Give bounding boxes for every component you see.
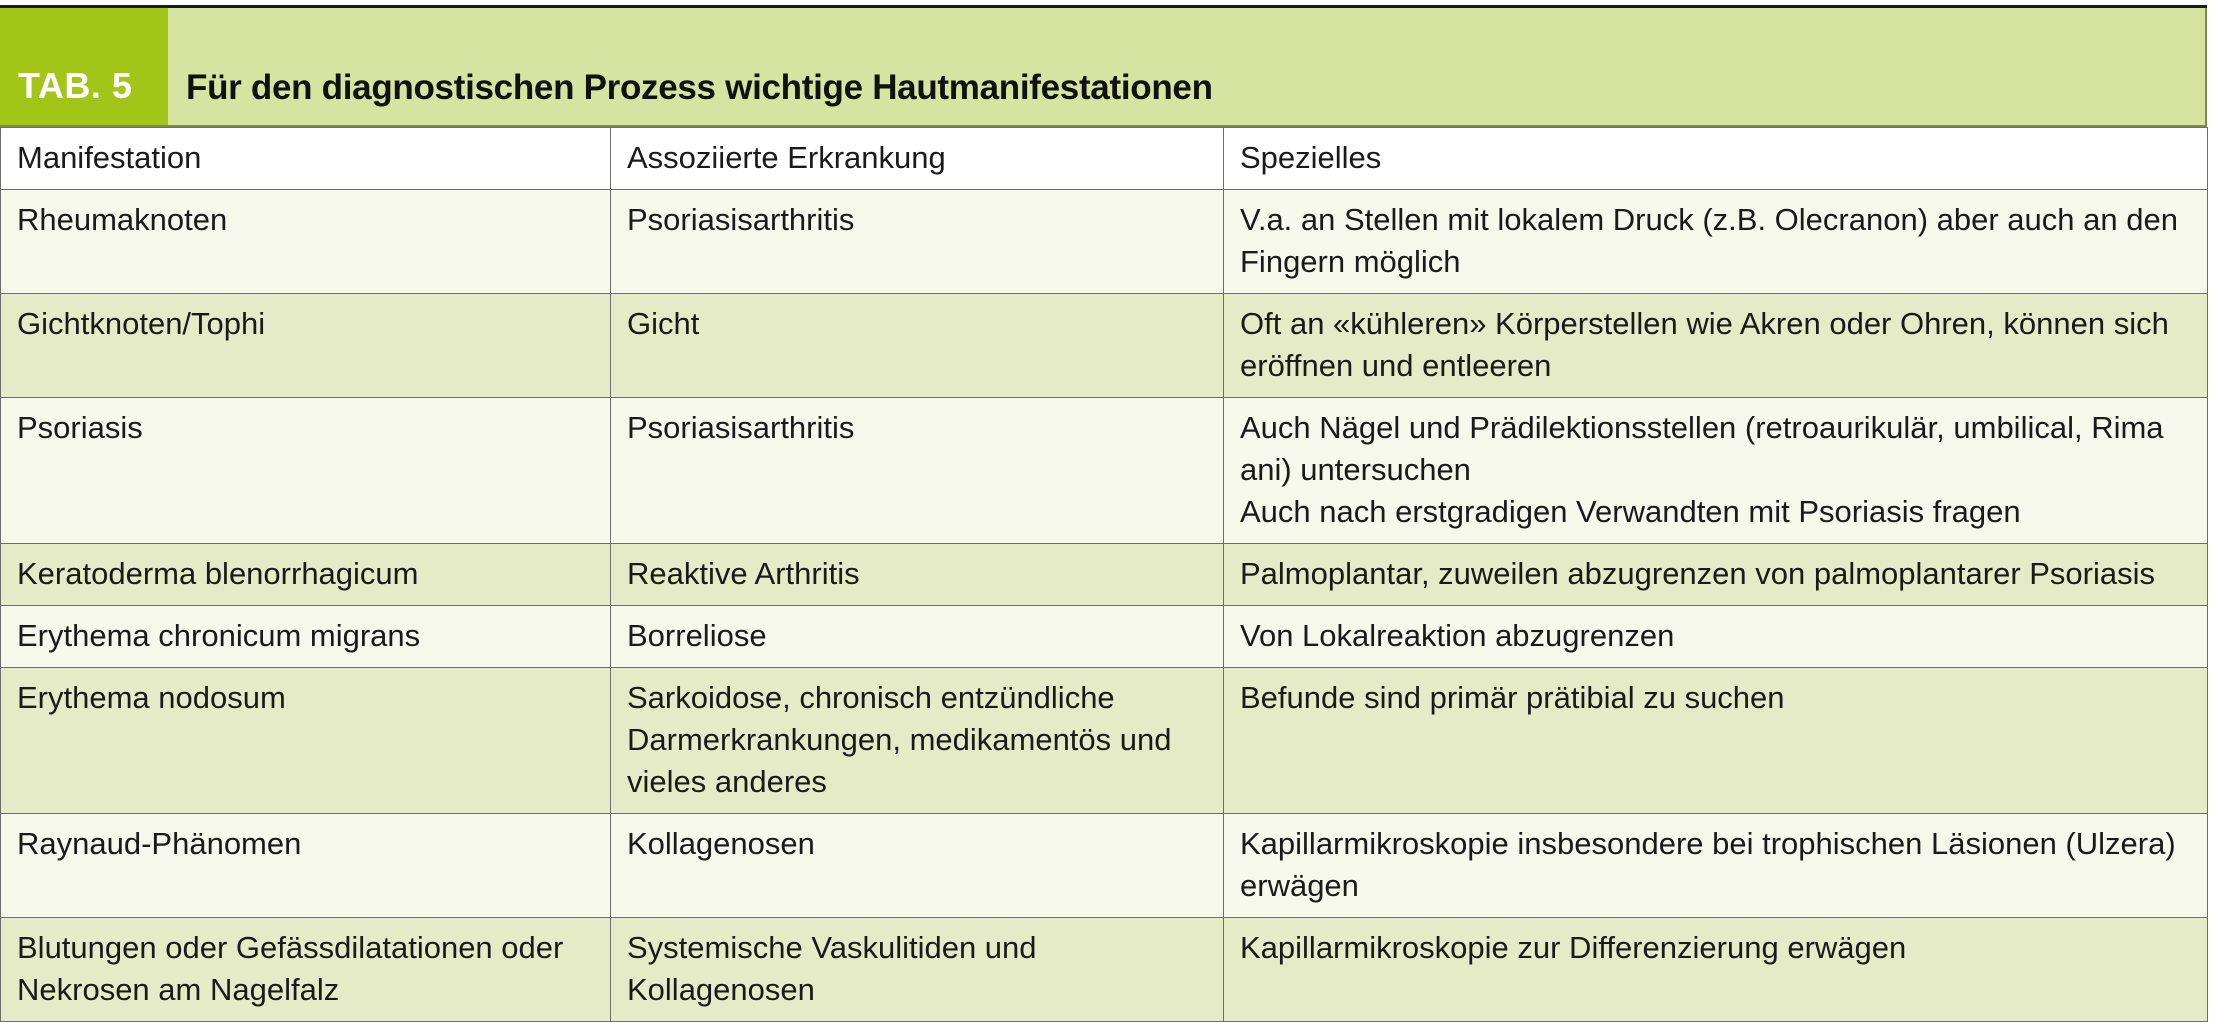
column-header-manifestation: Manifestation (1, 128, 611, 190)
cell-special (1224, 668, 2208, 814)
table-title-bar (0, 8, 2207, 127)
cell-manifestation: Blutungen oder Gefässdilatationen oder Nekrosen am Nagelfalz (1, 918, 611, 1022)
cell-disease: Reaktive Arthritis (611, 544, 1224, 606)
table-row (1, 190, 2208, 294)
cell-manifestation: Erythema chronicum migrans (1, 606, 611, 668)
special-line: Auch Nägel und Prädilektionsstellen (retroaurikulär, umbilical, Rima ani) untersuchen (1240, 410, 2164, 487)
cell-special (1224, 606, 2208, 668)
special-line: V.a. an Stellen mit lokalem Druck (z.B. Olecranon) aber auch an den Fingern möglich (1240, 202, 2178, 279)
header-row (1, 128, 2208, 190)
cell-disease: Borreliose (611, 606, 1224, 668)
special-line: Auch nach erstgradigen Verwandten mit Psoriasis fragen (1240, 494, 2021, 529)
cell-special (1224, 398, 2208, 544)
data-table (0, 127, 2208, 1022)
cell-disease: Sarkoidose, chronisch entzündliche Darmerkrankungen, medikamentös und vieles anderes (611, 668, 1224, 814)
special-line: Palmoplantar, zuweilen abzugrenzen von palmoplantarer Psoriasis (1240, 556, 2156, 591)
table-row (1, 294, 2208, 398)
skin-manifestations-table (0, 5, 2207, 1022)
table-row (1, 398, 2208, 544)
cell-manifestation: Erythema nodosum (1, 668, 611, 814)
table-row (1, 544, 2208, 606)
special-line: Oft an «kühleren» Körperstellen wie Akren oder Ohren, können sich eröffnen und entleeren (1240, 306, 2169, 383)
cell-special (1224, 544, 2208, 606)
table-row (1, 668, 2208, 814)
cell-disease: Psoriasisarthritis (611, 398, 1224, 544)
cell-manifestation: Raynaud-Phänomen (1, 814, 611, 918)
table-number-badge: TAB. 5 (0, 8, 168, 125)
table-row (1, 814, 2208, 918)
table-title: Für den diagnostischen Prozess wichtige Hautmanifestationen (186, 68, 1213, 107)
column-header-special: Spezielles (1224, 128, 2208, 190)
special-line: Befunde sind primär prätibial zu suchen (1240, 680, 1785, 715)
cell-manifestation: Gichtknoten/Tophi (1, 294, 611, 398)
special-line: Kapillarmikroskopie zur Differenzierung erwägen (1240, 930, 1907, 965)
column-header-disease: Assoziierte Erkrankung (611, 128, 1224, 190)
cell-manifestation: Rheumaknoten (1, 190, 611, 294)
cell-disease: Gicht (611, 294, 1224, 398)
cell-disease: Kollagenosen (611, 814, 1224, 918)
cell-disease: Psoriasisarthritis (611, 190, 1224, 294)
cell-special (1224, 190, 2208, 294)
cell-manifestation: Keratoderma blenorrhagicum (1, 544, 611, 606)
cell-special (1224, 294, 2208, 398)
cell-disease: Systemische Vaskulitiden und Kollagenosen (611, 918, 1224, 1022)
special-line: Von Lokalreaktion abzugrenzen (1240, 618, 1675, 653)
table-row (1, 606, 2208, 668)
special-line: Kapillarmikroskopie insbesondere bei trophischen Läsionen (Ulzera) erwägen (1240, 826, 2176, 903)
cell-manifestation: Psoriasis (1, 398, 611, 544)
cell-special (1224, 814, 2208, 918)
